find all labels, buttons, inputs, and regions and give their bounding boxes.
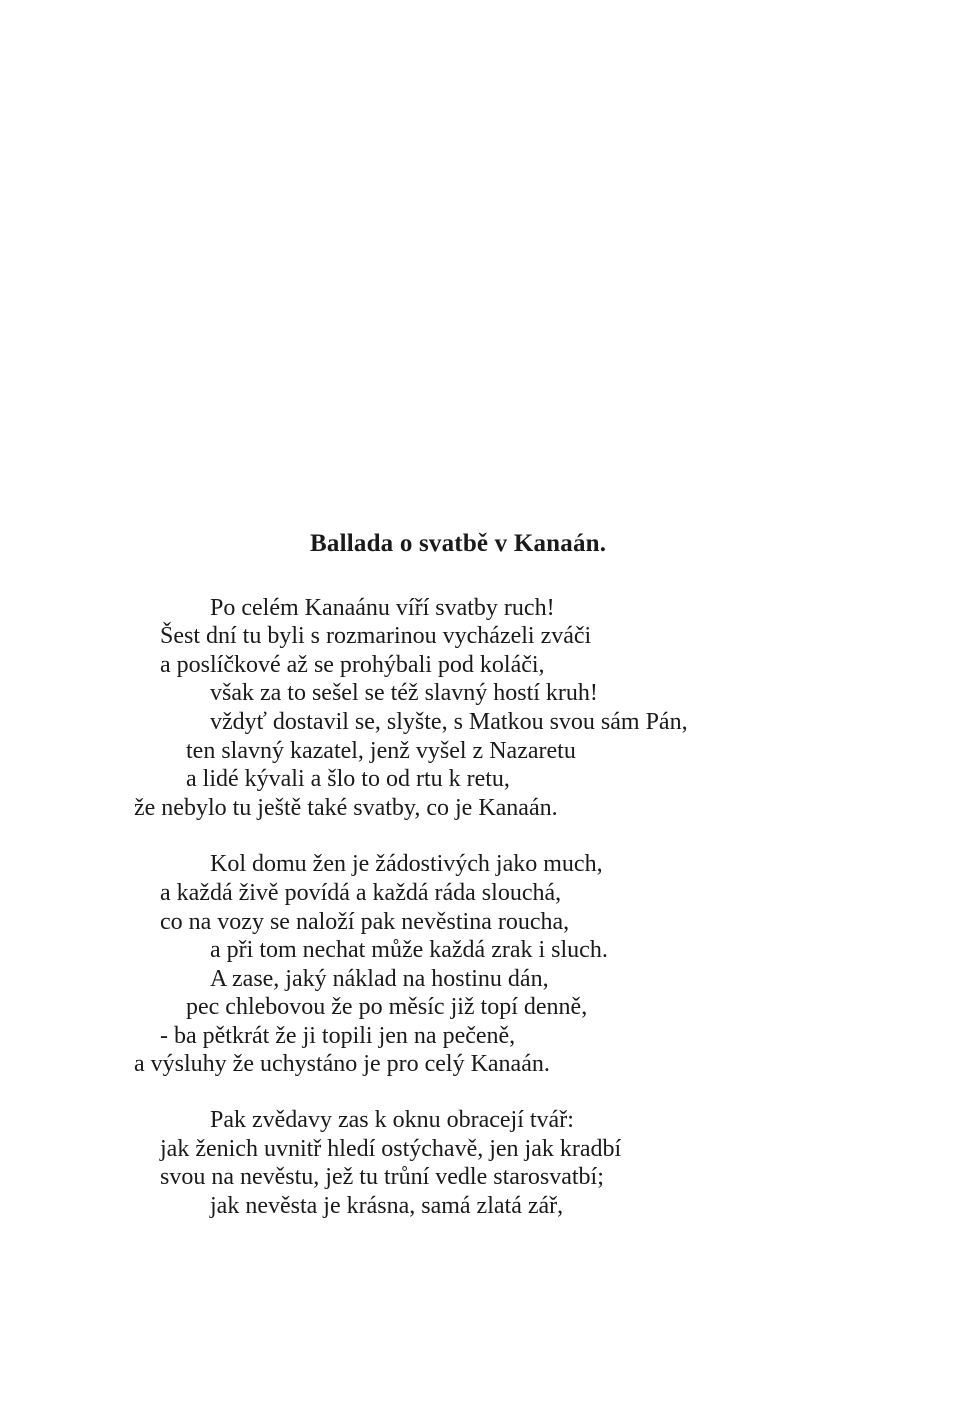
poem-line: co na vozy se naloží pak nevěstina roucha, xyxy=(160,909,570,935)
poem-line: svou na nevěstu, jež tu trůní vedle starosvatbí; xyxy=(160,1164,604,1190)
poem-line: Po celém Kanaánu víří svatby ruch! xyxy=(210,595,555,621)
poem-line: jak ženich uvnitř hledí ostýchavě, jen jak kradbí xyxy=(160,1136,622,1162)
poem-line: Kol domu žen je žádostivých jako much, xyxy=(210,851,603,877)
poem-line: jak nevěsta je krásna, samá zlatá zář, xyxy=(210,1193,564,1219)
poem-line: A zase, jaký náklad na hostinu dán, xyxy=(210,966,549,992)
poem-line: ten slavný kazatel, jenž vyšel z Nazaretu xyxy=(186,738,576,764)
poem-line: Šest dní tu byli s rozmarinou vycházeli zváči xyxy=(160,623,592,649)
poem-title: Ballada o svatbě v Kanaán. xyxy=(310,530,607,557)
poem-line: a výsluhy že uchystáno je pro celý Kanaán. xyxy=(134,1051,550,1077)
poem-line: a při tom nechat může každá zrak i sluch. xyxy=(210,937,608,963)
poem-line: že nebylo tu ještě také svatby, co je Kanaán. xyxy=(134,795,558,821)
poem-line: však za to sešel se též slavný hostí kruh! xyxy=(210,680,598,706)
poem-line: - ba pětkrát že ji topili jen na pečeně, xyxy=(160,1023,516,1049)
poem-line: a každá živě povídá a každá ráda slouchá, xyxy=(160,880,562,906)
poem-line: a poslíčkové až se prohýbali pod koláči, xyxy=(160,652,545,678)
poem-line: pec chlebovou že po měsíc již topí denně, xyxy=(186,994,588,1020)
poem-line: Pak zvědavy zas k oknu obracejí tvář: xyxy=(210,1107,574,1133)
poem-line: vždyť dostavil se, slyšte, s Matkou svou sám Pán, xyxy=(210,709,688,735)
poem-line: a lidé kývali a šlo to od rtu k retu, xyxy=(186,766,510,792)
